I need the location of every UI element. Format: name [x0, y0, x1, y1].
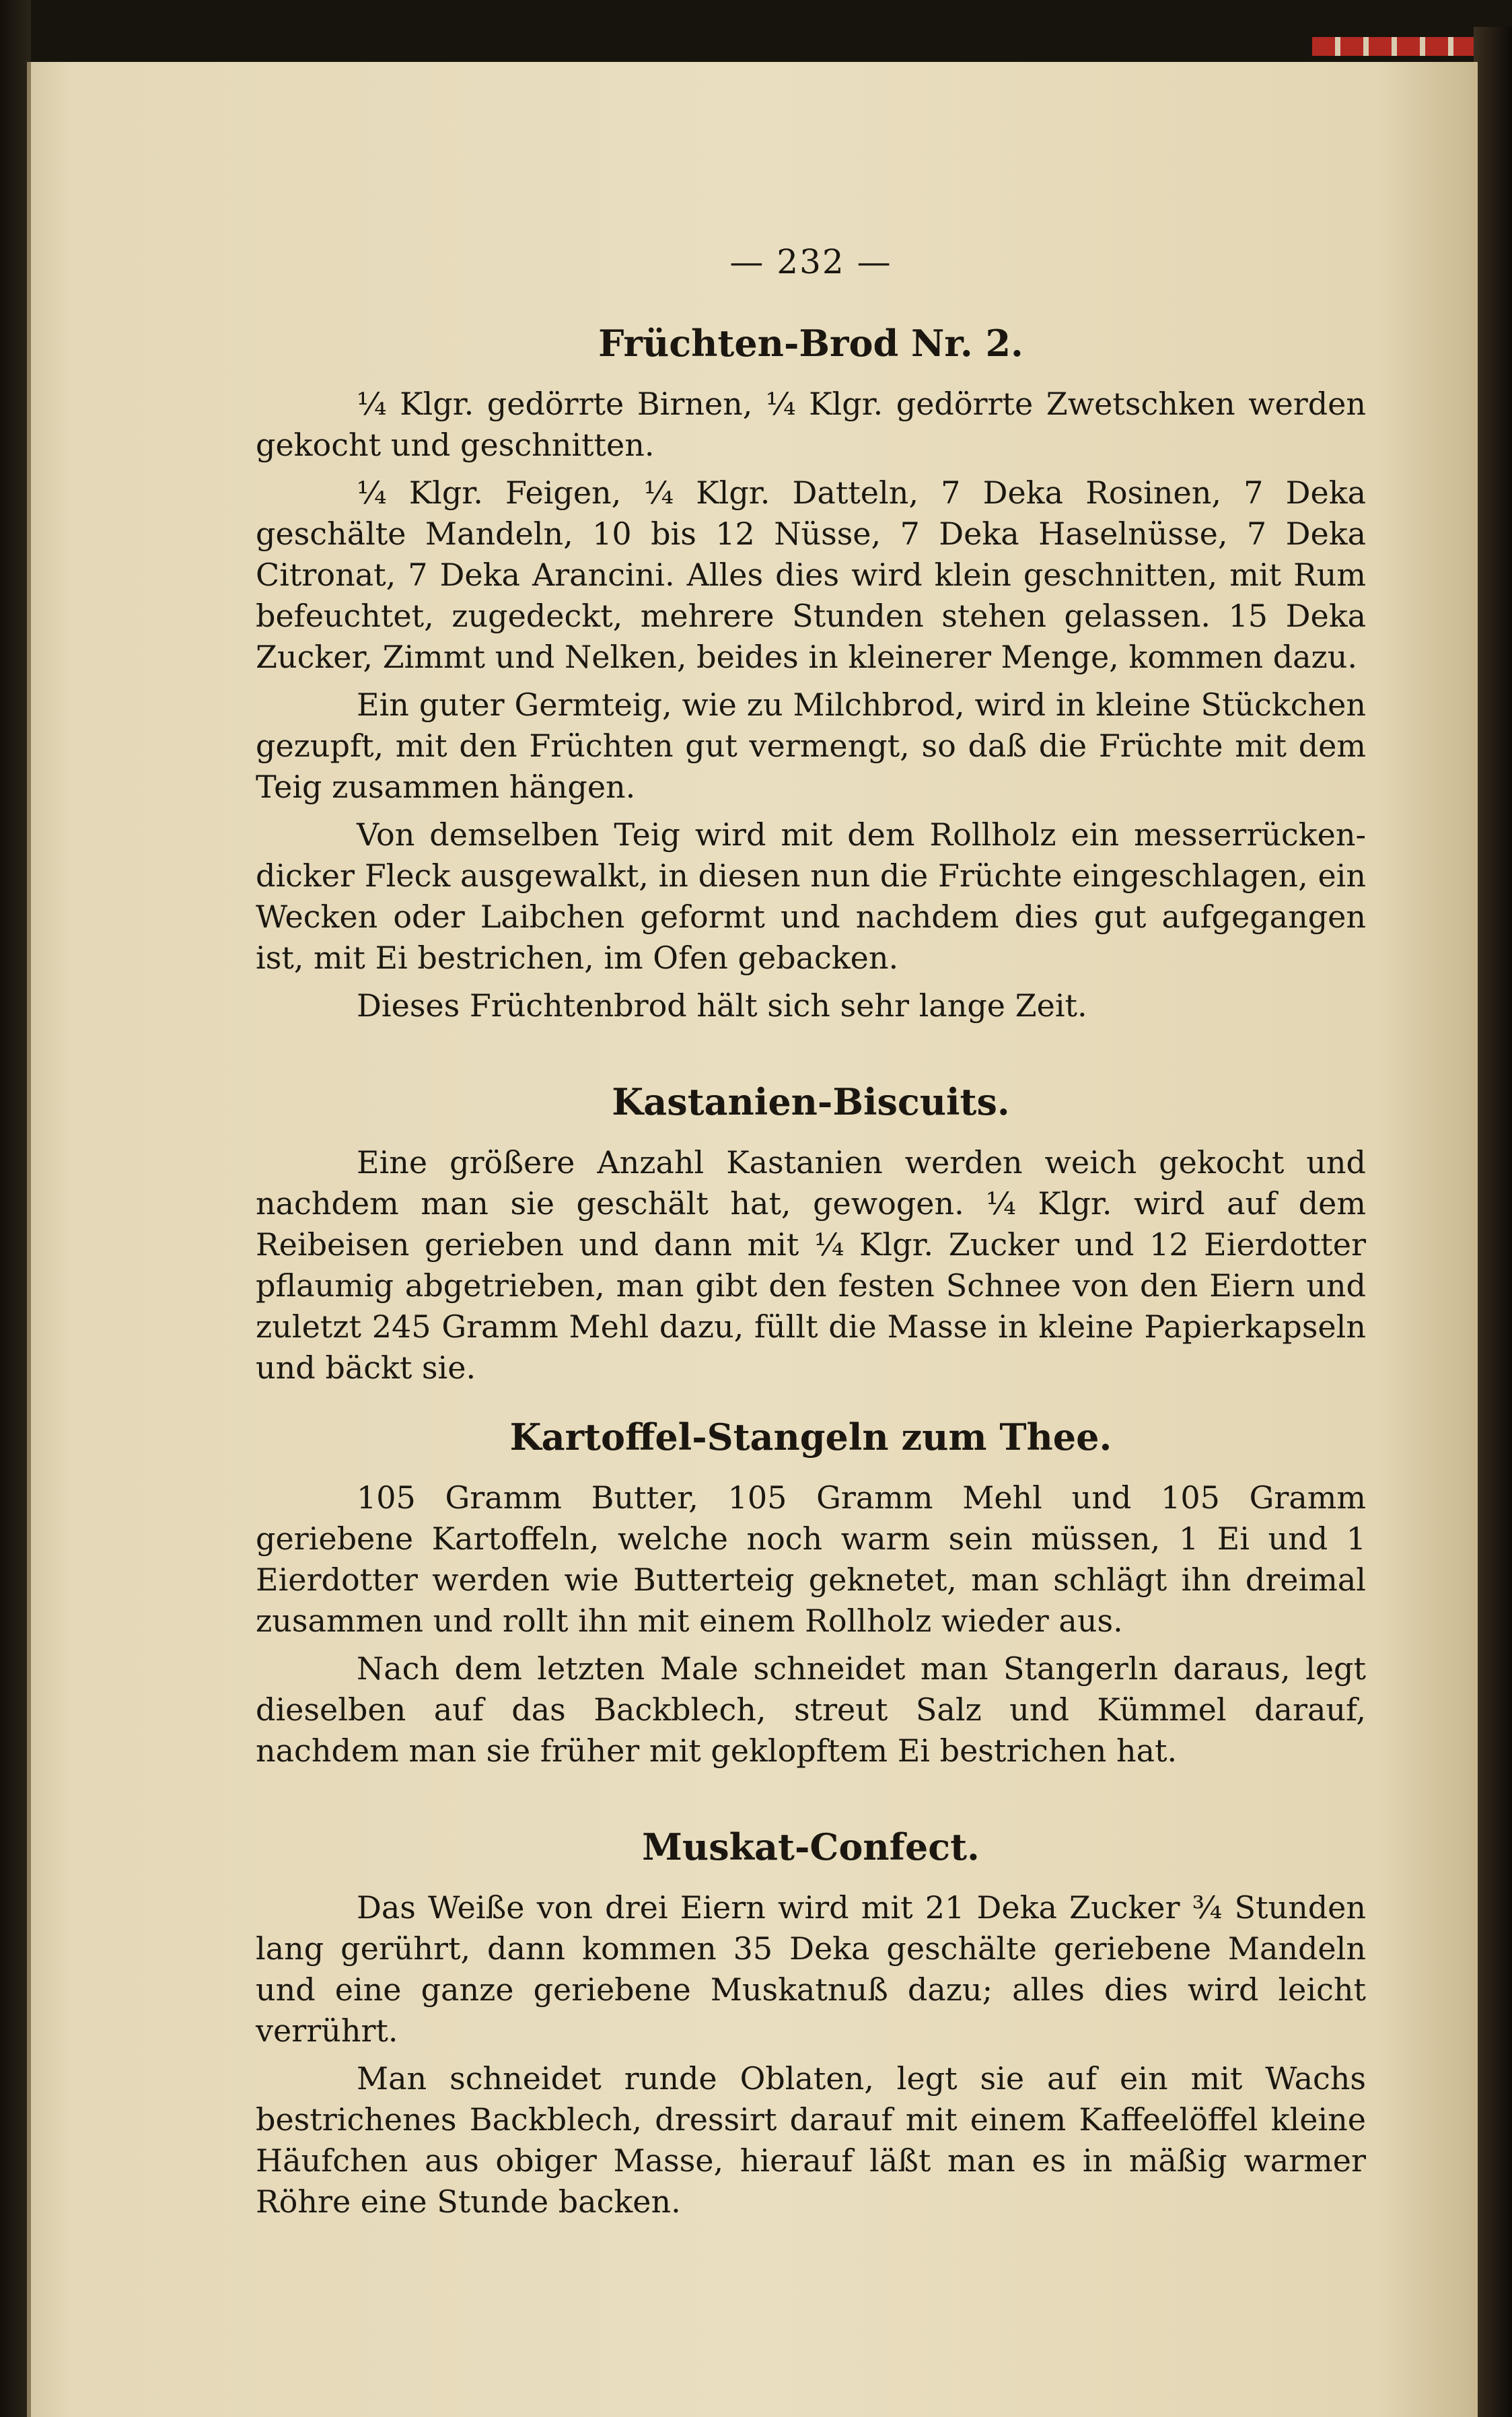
recipe-title: Muskat-Confect.	[642, 1825, 980, 1868]
recipe-paragraph: Man schneidet runde Oblaten, legt sie auf ein mit Wachs bestrichenes Backblech, dressirt darauf mit einem Kaffeelöffel kleine Häufchen aus obiger Masse, hierauf läßt man es in mäßig warmer Röhre eine Stunde backen.	[256, 2060, 1366, 2220]
recipe-paragraph: Eine größere Anzahl Kastanien werden weich gekocht und nachdem man sie geschält hat, gewogen. ¼ Klgr. wird auf dem Reibeisen gerieben und dann mit ¼ Klgr. Zucker und 12 Eierdotter pflaumig abgetrieben, man gibt den festen Schnee von den Eiern und zuletzt 245 Gramm Mehl dazu, füllt die Masse in kleine Papierkapseln und bäckt sie.	[256, 1144, 1366, 1386]
recipe-paragraph: Das Weiße von drei Eiern wird mit 21 Deka Zucker ¾ Stunden lang gerührt, dann kommen 35 Deka geschälte geriebene Mandeln und eine ganze geriebene Muskatnuß dazu; alles dies wird leicht verrührt.	[256, 1889, 1366, 2049]
recipe-section	[256, 322, 1366, 1026]
recipe-section	[256, 1080, 1366, 1389]
recipe-paragraph: Dieses Früchtenbrod hält sich sehr lange Zeit.	[357, 987, 1087, 1024]
recipe-paragraph: ¼ Klgr. Feigen, ¼ Klgr. Datteln, 7 Deka Rosinen, 7 Deka geschälte Mandeln, 10 bis 12 Nüsse, 7 Deka Haselnüsse, 7 Deka Citronat, 7 Deka Arancini. Alles dies wird klein geschnitten, mit Rum befeuchtet, zugedeckt, mehrere Stunden stehen gelassen. 15 Deka Zucker, Zimmt und Nelken, beides in kleinerer Menge, kommen dazu.	[256, 475, 1366, 675]
recipe-title: Kartoffel-Stangeln zum Thee.	[509, 1415, 1112, 1459]
recipe-section	[256, 1825, 1366, 2222]
recipe-title: Kastanien-Biscuits.	[612, 1080, 1010, 1123]
recipe-paragraph: Nach dem letzten Male schneidet man Stangerln daraus, legt dieselben auf das Backblech, streut Salz und Kümmel darauf, nachdem man sie früher mit geklopftem Ei bestrichen hat.	[256, 1650, 1366, 1769]
recipe-paragraph: Von demselben Teig wird mit dem Rollholz ein messerrücken-dicker Fleck ausgewalkt, in diesen nun die Früchte eingeschlagen, ein Wecken oder Laibchen geformt und nachdem dies gut aufgegangen ist, mit Ei bestrichen, im Ofen gebacken.	[256, 816, 1366, 976]
book-edge	[1474, 27, 1512, 2417]
bookmark-tab	[1312, 37, 1474, 56]
recipe-section	[256, 1415, 1366, 1772]
recipe-title: Früchten-Brod Nr. 2.	[598, 322, 1023, 365]
page-text	[256, 242, 1366, 2229]
recipe-paragraph: ¼ Klgr. gedörrte Birnen, ¼ Klgr. gedörrte Zwetschken werden gekocht und geschnitten.	[256, 386, 1366, 463]
scan-background-top	[27, 0, 1512, 62]
page-number: — 232 —	[729, 242, 892, 281]
recipe-paragraph: 105 Gramm Butter, 105 Gramm Mehl und 105 Gramm geriebene Kartoffeln, welche noch warm sein müssen, 1 Ei und 1 Eierdotter werden wie Butterteig geknetet, man schlägt ihn dreimal zusammen und rollt ihn mit einem Rollholz wieder aus.	[256, 1479, 1366, 1639]
recipe-paragraph: Ein guter Germteig, wie zu Milchbrod, wird in kleine Stückchen gezupft, mit den Früchten gut vermengt, so daß die Früchte mit dem Teig zusammen hängen.	[256, 687, 1366, 805]
